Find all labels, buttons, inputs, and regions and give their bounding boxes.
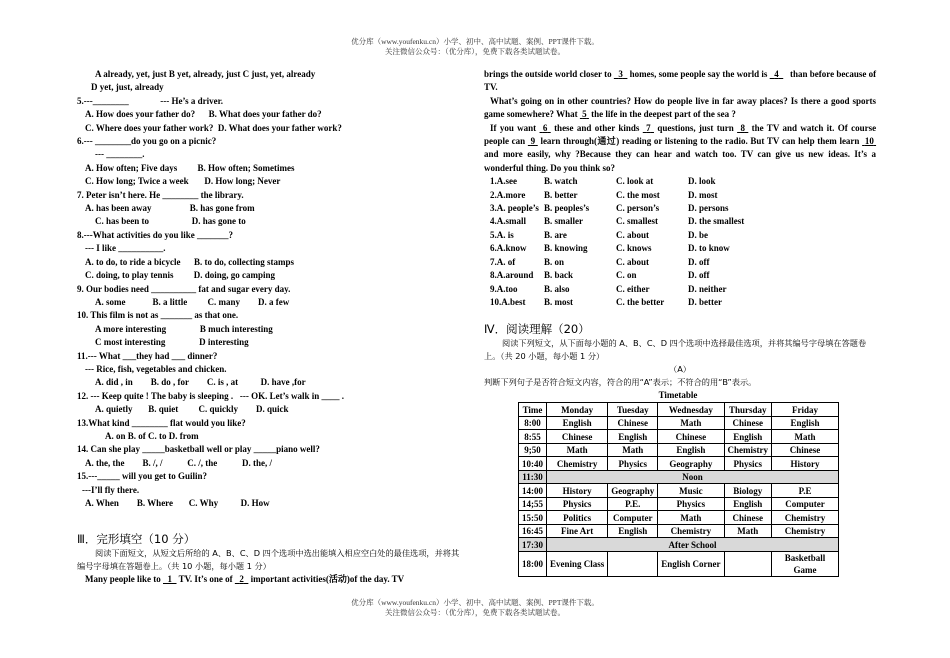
timetable-cell: Chemistry [772, 524, 839, 538]
footer-line-2: 关注微信公众号：（优分库），免费下载各类试题试卷。 [385, 608, 565, 617]
timetable-cell: 14;55 [519, 497, 547, 511]
blank-9: 9 [530, 136, 536, 147]
q12-stem: 12. --- Keep quite ! The baby is sleeping . --- OK. Let’s walk in ____ . [77, 390, 345, 401]
timetable-cell: 11:30 [519, 470, 547, 484]
q13-stem: 13.What kind ________ flat would you like? [77, 417, 246, 428]
cloze-text: learn through(通过) reading or listening to the radio. But TV can help them learn [540, 136, 860, 147]
blank-3: 3 [618, 69, 623, 79]
cloze-paragraph-1 [484, 68, 876, 95]
cloze-option: 6.A.know [490, 243, 527, 254]
cloze-option: D. most [688, 189, 718, 200]
cloze-text: homes, some people say the world is [629, 69, 768, 79]
cloze-option: D. off [688, 270, 710, 281]
right-column [484, 68, 876, 577]
cloze-option: D. better [688, 296, 722, 307]
cloze-text: If you want [490, 122, 537, 133]
cloze-text: Many people like to [85, 574, 161, 585]
timetable-afterschool-label: After School [547, 538, 839, 552]
timetable-cell: Physics [608, 457, 658, 471]
q5-stem: 5.---________ --- He’s a driver. [77, 95, 224, 106]
blank-2: 2 [239, 574, 244, 585]
timetable-cell: 18:00 [519, 551, 547, 576]
cloze-option: 8.A.around [490, 270, 534, 281]
q15-answer-line: ---I’ll fly there. [82, 484, 140, 495]
blank-1: 1 [167, 574, 172, 585]
cloze-option: 5.A. is [490, 229, 514, 240]
footer-line-1: 优分库（www.youfenku.cn）小学、初中、高中试题、案例、PPT课件下载。 [351, 598, 599, 607]
timetable-cell: 8:55 [519, 430, 547, 444]
timetable-cell: Physics [658, 497, 724, 511]
cloze-paragraph-3 [484, 122, 876, 176]
cloze-option: C. on [616, 270, 637, 281]
q6-stem: 6.--- ________do you go on a picnic? [77, 136, 217, 147]
cloze-option-row [490, 202, 876, 215]
cloze-option: C. about [616, 229, 650, 240]
q8-options-cd: C. doing, to play tennis D. doing, go camping [85, 270, 276, 281]
timetable-row [519, 524, 839, 538]
cloze-paragraph-2 [484, 95, 876, 122]
cloze-option: C. either [616, 283, 650, 294]
section4-title: Ⅳ．阅读理解（20） [484, 322, 590, 337]
timetable-row [519, 443, 839, 457]
cloze-text: brings the outside world closer to [484, 69, 612, 79]
cloze-text: questions, just turn [657, 122, 734, 133]
timetable-cell: Chinese [724, 416, 772, 430]
timetable-cell: Chinese [658, 430, 724, 444]
cloze-option: 10.A.best [490, 296, 526, 307]
cloze-option: D. look [688, 176, 716, 187]
cloze-text: important activities(活动)of the day. TV [250, 574, 405, 585]
blank-6: 6 [542, 122, 548, 133]
cloze-option: B. on [544, 256, 565, 267]
q4-options-2: D yet, just, already [91, 82, 164, 93]
timetable-cell: Time [519, 403, 547, 417]
timetable-cell: Music [658, 484, 724, 498]
timetable-cell: Math [724, 524, 772, 538]
q6-options-cd: C. How long; Twice a week D. How long; Never [85, 176, 281, 187]
q7-options-ab: A. has been away B. has gone from [85, 203, 255, 214]
cloze-option-row [490, 242, 876, 255]
q15-stem: 15.---_____ will you get to Guilin? [77, 471, 207, 482]
timetable-header-row [519, 403, 839, 417]
q14-stem: 14. Can she play _____basketball well or play _____piano well? [77, 444, 320, 455]
timetable-cell: Chinese [772, 443, 839, 457]
q6-answer-line: --- ________. [95, 149, 145, 160]
timetable-cell: Physics [547, 497, 608, 511]
timetable-cell: Geography [608, 484, 658, 498]
cloze-text: the TV and watch it. Of course people can [484, 122, 877, 147]
timetable-afterschool-row [519, 538, 839, 552]
timetable-row [519, 497, 839, 511]
q5-options-cd: C. Where does your father work? D. What does your father work? [85, 122, 342, 133]
cloze-option: 2.A.more [490, 189, 526, 200]
timetable-cell: Wednesday [658, 403, 724, 417]
cloze-option: B. smaller [544, 216, 583, 227]
cloze-option: 7.A. of [490, 256, 516, 267]
timetable-cell: 10:40 [519, 457, 547, 471]
cloze-option: 1.A.see [490, 176, 517, 187]
timetable-cell: English [724, 430, 772, 444]
cloze-option-row [490, 256, 876, 269]
blank-8: 8 [740, 122, 745, 133]
timetable-row [519, 511, 839, 525]
timetable-row [519, 457, 839, 471]
timetable-cell: Physics [724, 457, 772, 471]
cloze-text: these and other kinds [554, 122, 640, 133]
timetable-cell: Chinese [724, 511, 772, 525]
q9-options: A. some B. a little C. many D. a few [95, 296, 290, 307]
cloze-option: 3.A. people’s [490, 203, 539, 214]
timetable-cell: Chemistry [547, 457, 608, 471]
judge-instructions: 判断下列句子是否符合短文内容，符合的用“A”表示；不符合的用“B”表示。 [484, 377, 757, 388]
q9-stem: 9. Our bodies need __________ fat and sugar every day. [77, 283, 291, 294]
timetable-cell: Chemistry [772, 511, 839, 525]
timetable-cell: P.E. [608, 497, 658, 511]
cloze-text: before because of TV. [484, 69, 877, 93]
cloze-option: B. knowing [544, 243, 588, 254]
timetable-cell: Math [658, 511, 724, 525]
q10-options-cd: C most interesting D interesting [95, 337, 249, 348]
blank-7: 7 [646, 122, 651, 133]
timetable-cell: English Corner [658, 551, 724, 576]
timetable-cell: Politics [547, 511, 608, 525]
cloze-option: D. neither [688, 283, 727, 294]
q11-answer-line: --- Rice, fish, vegetables and chicken. [85, 363, 227, 374]
timetable-cell: Computer [772, 497, 839, 511]
cloze-options [484, 175, 876, 309]
q13-options: A. on B. of C. to D. from [105, 430, 199, 441]
q14-options: A. the, the B. /, / C. /, the D. the, / [85, 457, 272, 468]
q7-stem: 7. Peter isn’t here. He ________ the library. [77, 189, 244, 200]
cloze-option: D. persons [688, 203, 729, 214]
blank-5: 5 [582, 109, 587, 120]
timetable-cell [608, 551, 658, 576]
cloze-option-row [490, 296, 876, 309]
timetable-cell: Monday [547, 403, 608, 417]
cloze-option: B. back [544, 270, 574, 281]
cloze-option: C. the most [616, 189, 660, 200]
blank-10: 10 [864, 136, 874, 147]
timetable-cell: Computer [608, 511, 658, 525]
cloze-option: C. about [616, 256, 650, 267]
timetable-cell: Chemistry [724, 443, 772, 457]
timetable-cell: English [724, 497, 772, 511]
timetable-cell: Math [772, 430, 839, 444]
q8-answer-line: --- I like __________. [85, 243, 166, 254]
left-column [77, 68, 472, 587]
q15-options: A. When B. Where C. Why D. How [85, 498, 270, 508]
q11-stem: 11.--- What ___they had ___ dinner? [77, 350, 218, 361]
cloze-option: D. be [688, 229, 708, 240]
cloze-option-row [490, 215, 876, 228]
cloze-option-row [490, 269, 876, 282]
timetable-cell: English [608, 524, 658, 538]
timetable-cell: English [772, 416, 839, 430]
timetable-row [519, 551, 839, 576]
page-header [0, 37, 950, 57]
timetable-cell: English [547, 416, 608, 430]
timetable-row [519, 484, 839, 498]
timetable-cell: Fine Art [547, 524, 608, 538]
cloze-option: C. the better [616, 296, 665, 307]
cloze-passage-start [77, 573, 472, 586]
passage-a-label: （A） [669, 364, 691, 375]
timetable-cell: 14:00 [519, 484, 547, 498]
timetable-cell: English [608, 430, 658, 444]
cloze-option: B. most [544, 296, 573, 307]
q7-options-cd: C. has been to D. has gone to [95, 216, 246, 227]
q4-options-1: A already, yet, just B yet, already, just C just, yet, already [95, 69, 316, 79]
cloze-text: and more easily, why ?Because they can hear and watch too. TV can give us new ideas. It’s a wonderful thing. Do you think so? [484, 149, 876, 173]
timetable-cell: Geography [658, 457, 724, 471]
timetable-cell: Math [658, 416, 724, 430]
timetable-cell: Chinese [608, 416, 658, 430]
cloze-text: What’s going on in other countries? How do people live in far away places? Is there a good sports game somewhere? What [484, 95, 876, 120]
timetable-cell: History [772, 457, 839, 471]
cloze-option: C. look at [616, 176, 654, 187]
timetable-cell: Thursday [724, 403, 772, 417]
timetable-cell: Evening Class [547, 551, 608, 576]
page-footer [0, 598, 950, 618]
timetable-title: Timetable [658, 390, 698, 401]
cloze-option: D. off [688, 256, 710, 267]
cloze-option: C. knows [616, 243, 652, 254]
section4-instructions: 阅读下列短文，从下面每小题的 A、B、C、D 四个选项中选择最佳选项，并将其编号字母填在答题卷上。（共 20 小题，每小题 1 分） [484, 338, 867, 362]
q8-stem: 8.---What activities do you like _______? [77, 229, 233, 240]
timetable-cell: Chinese [547, 430, 608, 444]
timetable-cell: 9;50 [519, 443, 547, 457]
timetable-cell: 15:50 [519, 511, 547, 525]
q12-options: A. quietly B. quiet C. quickly D. quick [95, 404, 289, 415]
timetable [518, 402, 839, 577]
cloze-option: B. also [544, 283, 570, 294]
timetable-cell: Chemistry [658, 524, 724, 538]
timetable-noon-label: Noon [547, 470, 839, 484]
q10-options-ab: A more interesting B much interesting [95, 323, 273, 334]
cloze-option: 9.A.too [490, 283, 518, 294]
timetable-cell: Biology [724, 484, 772, 498]
cloze-text: the life in the deepest part of the sea ? [591, 109, 736, 120]
cloze-option: C. person’s [616, 203, 660, 214]
cloze-option-row [490, 175, 876, 188]
section3-title: Ⅲ．完形填空（10 分） [77, 532, 196, 547]
cloze-option: B. watch [544, 176, 578, 187]
timetable-cell: 17:30 [519, 538, 547, 552]
timetable-cell: History [547, 484, 608, 498]
timetable-cell: English [658, 443, 724, 457]
timetable-cell: Math [547, 443, 608, 457]
cloze-option: B. peoples’s [544, 203, 590, 214]
timetable-cell: Tuesday [608, 403, 658, 417]
q11-options: A. did , in B. do , for C. is , at D. have ,for [95, 377, 306, 388]
cloze-option: D. the smallest [688, 216, 745, 227]
q5-options-ab: A. How does your father do? B. What does your father do? [85, 109, 322, 120]
cloze-option-row [490, 283, 876, 296]
timetable-row [519, 416, 839, 430]
timetable-cell [724, 551, 772, 576]
timetable-cell: Friday [772, 403, 839, 417]
q10-stem: 10. This film is not as _______ as that one. [77, 310, 239, 321]
cloze-option-row [490, 229, 876, 242]
cloze-option: B. better [544, 189, 578, 200]
blank-4: 4 [774, 69, 779, 79]
cloze-option: D. to know [688, 243, 730, 254]
section3-instructions: 阅读下面短文，从短文后所给的 A、B、C、D 四个选项中选出能填入相应空白处的最佳选项，并将其编号字母填在答题卷上。（共 10 小题，每小题 1 分） [77, 548, 460, 572]
cloze-text: TV. It’s one of [178, 574, 233, 585]
timetable-cell: 8:00 [519, 416, 547, 430]
timetable-cell: P.E [772, 484, 839, 498]
timetable-row [519, 430, 839, 444]
header-line-1: 优分库（www.youfenku.cn）小学、初中、高中试题、案例、PPT课件下载。 [351, 37, 599, 46]
cloze-option: 4.A.small [490, 216, 526, 227]
timetable-noon-row [519, 470, 839, 484]
cloze-text: than [789, 69, 808, 79]
timetable-cell: 16:45 [519, 524, 547, 538]
timetable-cell: Basketball Game [772, 551, 839, 576]
cloze-option: B. are [544, 229, 567, 240]
q8-options-ab: A. to do, to ride a bicycle B. to do, collecting stamps [85, 256, 294, 267]
header-line-2: 关注微信公众号：（优分库），免费下载各类试题试卷。 [385, 47, 565, 56]
q6-options-ab: A. How often; Five days B. How often; Sometimes [85, 162, 295, 173]
cloze-option: C. smallest [616, 216, 658, 227]
timetable-cell: Math [608, 443, 658, 457]
cloze-option-row [490, 189, 876, 202]
